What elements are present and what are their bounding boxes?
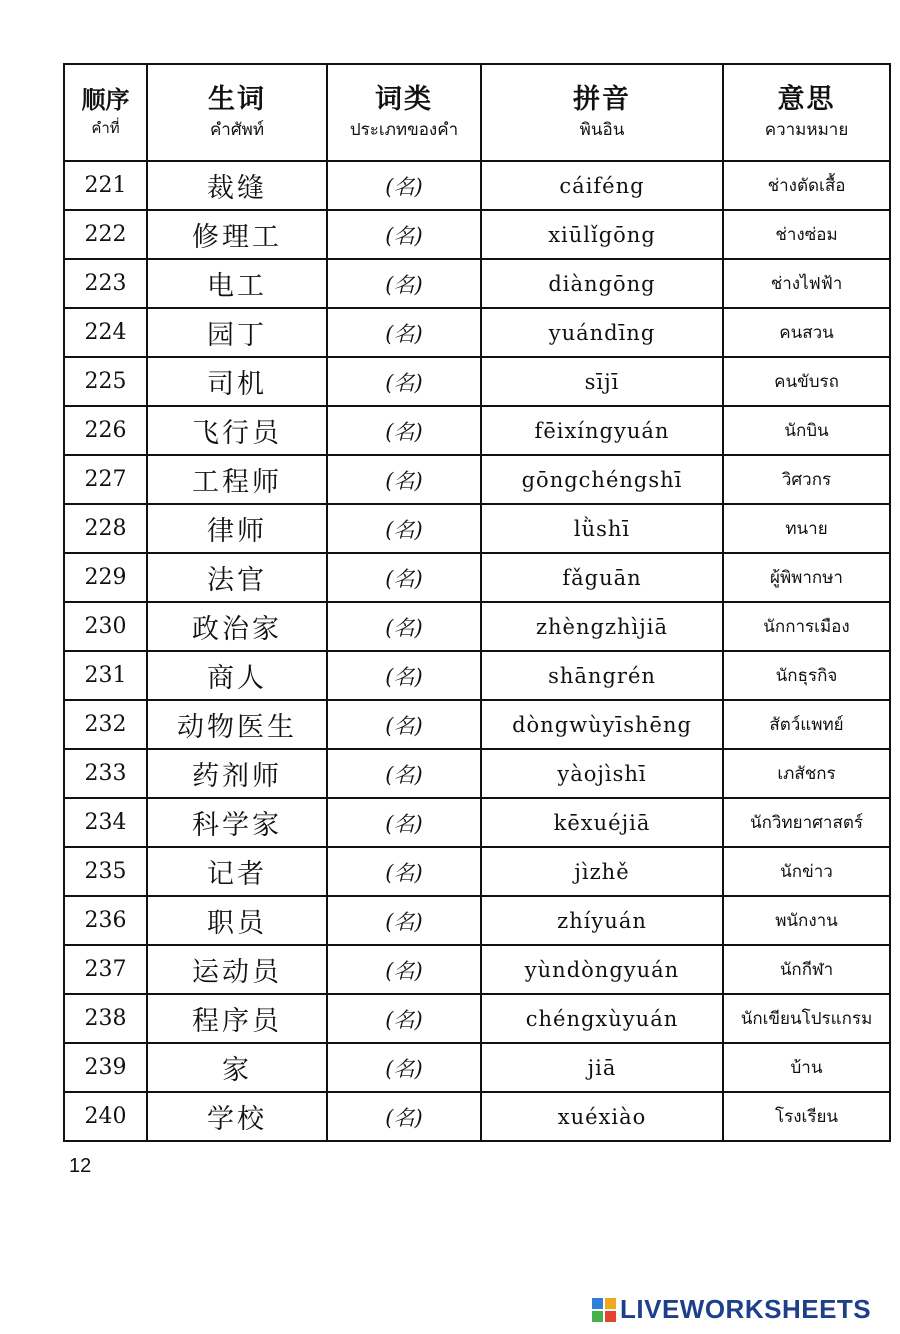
- row-meaning: โรงเรียน: [723, 1092, 890, 1141]
- row-pinyin: fǎguān: [481, 553, 723, 602]
- row-meaning: ช่างตัดเสื้อ: [723, 161, 890, 210]
- row-part-of-speech: (名): [327, 357, 481, 406]
- table-row: [64, 1092, 890, 1141]
- row-number: 238: [64, 994, 147, 1043]
- row-meaning: นักการเมือง: [723, 602, 890, 651]
- row-meaning: คนสวน: [723, 308, 890, 357]
- row-pinyin: kēxuéjiā: [481, 798, 723, 847]
- header-pos-th: ประเภทของคำ: [349, 119, 459, 140]
- row-part-of-speech: (名): [327, 896, 481, 945]
- row-meaning: ทนาย: [723, 504, 890, 553]
- row-part-of-speech: (名): [327, 602, 481, 651]
- row-word: 修理工: [147, 210, 327, 259]
- row-meaning: พนักงาน: [723, 896, 890, 945]
- row-word: 商人: [147, 651, 327, 700]
- table-row: [64, 406, 890, 455]
- row-meaning: เภสัชกร: [723, 749, 890, 798]
- logo-square-orange: [605, 1298, 616, 1309]
- row-part-of-speech: (名): [327, 1092, 481, 1141]
- row-pinyin: yùndòngyuán: [481, 945, 723, 994]
- row-word: 飞行员: [147, 406, 327, 455]
- row-pinyin: xuéxiào: [481, 1092, 723, 1141]
- logo-square-red: [605, 1311, 616, 1322]
- row-word: 法官: [147, 553, 327, 602]
- row-part-of-speech: (名): [327, 553, 481, 602]
- table-row: [64, 798, 890, 847]
- page-number: 12: [69, 1155, 92, 1177]
- row-pinyin: yàojìshī: [481, 749, 723, 798]
- row-word: 记者: [147, 847, 327, 896]
- header-pos-zh: 词类: [375, 83, 433, 115]
- table-row: [64, 1043, 890, 1092]
- row-part-of-speech: (名): [327, 504, 481, 553]
- table-row: [64, 504, 890, 553]
- brand-watermark: [592, 1294, 871, 1325]
- row-word: 裁缝: [147, 161, 327, 210]
- table-row: [64, 700, 890, 749]
- row-part-of-speech: (名): [327, 259, 481, 308]
- table-row: [64, 749, 890, 798]
- table-row: [64, 161, 890, 210]
- row-pinyin: lǜshī: [481, 504, 723, 553]
- row-part-of-speech: (名): [327, 308, 481, 357]
- row-word: 律师: [147, 504, 327, 553]
- header-meaning-zh: 意思: [777, 83, 836, 115]
- row-word: 电工: [147, 259, 327, 308]
- header-pinyin-zh: 拼音: [573, 83, 631, 115]
- row-number: 233: [64, 749, 147, 798]
- header-meaning-th: ความหมาย: [764, 119, 849, 140]
- row-number: 234: [64, 798, 147, 847]
- row-pinyin: diàngōng: [481, 259, 723, 308]
- row-number: 228: [64, 504, 147, 553]
- table-row: [64, 308, 890, 357]
- row-meaning: บ้าน: [723, 1043, 890, 1092]
- row-pinyin: zhíyuán: [481, 896, 723, 945]
- row-meaning: คนขับรถ: [723, 357, 890, 406]
- row-word: 政治家: [147, 602, 327, 651]
- row-part-of-speech: (名): [327, 1043, 481, 1092]
- row-number: 223: [64, 259, 147, 308]
- header-meaning: [723, 64, 890, 161]
- row-meaning: นักบิน: [723, 406, 890, 455]
- table-header-row: [64, 64, 890, 161]
- row-meaning: สัตว์แพทย์: [723, 700, 890, 749]
- row-number: 227: [64, 455, 147, 504]
- row-word: 家: [147, 1043, 327, 1092]
- table-row: [64, 553, 890, 602]
- row-part-of-speech: (名): [327, 700, 481, 749]
- table-row: [64, 357, 890, 406]
- row-number: 230: [64, 602, 147, 651]
- row-pinyin: chéngxùyuán: [481, 994, 723, 1043]
- row-number: 237: [64, 945, 147, 994]
- header-order-th: คำที่: [91, 118, 120, 137]
- row-meaning: นักธุรกิจ: [723, 651, 890, 700]
- table-row: [64, 602, 890, 651]
- row-number: 225: [64, 357, 147, 406]
- table-row: [64, 994, 890, 1043]
- row-number: 221: [64, 161, 147, 210]
- table-row: [64, 945, 890, 994]
- row-word: 动物医生: [147, 700, 327, 749]
- row-part-of-speech: (名): [327, 161, 481, 210]
- row-pinyin: sījī: [481, 357, 723, 406]
- brand-text: LIVEWORKSHEETS: [620, 1294, 872, 1324]
- table-row: [64, 651, 890, 700]
- header-pinyin: [481, 64, 723, 161]
- row-pinyin: zhèngzhìjiā: [481, 602, 723, 651]
- header-order: [64, 64, 147, 161]
- row-number: 236: [64, 896, 147, 945]
- row-number: 235: [64, 847, 147, 896]
- row-word: 程序员: [147, 994, 327, 1043]
- row-word: 药剂师: [147, 749, 327, 798]
- row-number: 240: [64, 1092, 147, 1141]
- row-part-of-speech: (名): [327, 455, 481, 504]
- row-meaning: นักวิทยาศาสตร์: [723, 798, 890, 847]
- row-part-of-speech: (名): [327, 847, 481, 896]
- liveworksheets-logo-icon: [592, 1298, 616, 1322]
- row-pinyin: jìzhě: [481, 847, 723, 896]
- row-meaning: นักข่าว: [723, 847, 890, 896]
- table-row: [64, 896, 890, 945]
- row-part-of-speech: (名): [327, 406, 481, 455]
- row-word: 科学家: [147, 798, 327, 847]
- row-word: 运动员: [147, 945, 327, 994]
- header-order-zh: 顺序: [81, 84, 130, 114]
- row-part-of-speech: (名): [327, 210, 481, 259]
- table-row: [64, 210, 890, 259]
- header-word: [147, 64, 327, 161]
- row-part-of-speech: (名): [327, 651, 481, 700]
- row-pinyin: yuándīng: [481, 308, 723, 357]
- row-meaning: นักกีฬา: [723, 945, 890, 994]
- row-part-of-speech: (名): [327, 994, 481, 1043]
- table-body: [64, 161, 890, 1141]
- row-number: 226: [64, 406, 147, 455]
- row-meaning: ช่างไฟฟ้า: [723, 259, 890, 308]
- row-pinyin: dòngwùyīshēng: [481, 700, 723, 749]
- row-pinyin: xiūlǐgōng: [481, 210, 723, 259]
- table-row: [64, 847, 890, 896]
- row-pinyin: jiā: [481, 1043, 723, 1092]
- row-meaning: วิศวกร: [723, 455, 890, 504]
- row-pinyin: fēixíngyuán: [481, 406, 723, 455]
- row-part-of-speech: (名): [327, 749, 481, 798]
- row-word: 职员: [147, 896, 327, 945]
- row-number: 224: [64, 308, 147, 357]
- row-number: 232: [64, 700, 147, 749]
- row-word: 司机: [147, 357, 327, 406]
- row-number: 239: [64, 1043, 147, 1092]
- header-word-th: คำศัพท์: [209, 119, 265, 140]
- logo-square-blue: [592, 1298, 603, 1309]
- table-row: [64, 455, 890, 504]
- header-word-zh: 生词: [208, 83, 266, 115]
- row-meaning: ผู้พิพากษา: [723, 553, 890, 602]
- row-word: 园丁: [147, 308, 327, 357]
- row-part-of-speech: (名): [327, 945, 481, 994]
- header-pos: [327, 64, 481, 161]
- logo-square-green: [592, 1311, 603, 1322]
- row-word: 工程师: [147, 455, 327, 504]
- row-number: 231: [64, 651, 147, 700]
- row-pinyin: cáiféng: [481, 161, 723, 210]
- row-meaning: ช่างซ่อม: [723, 210, 890, 259]
- row-pinyin: gōngchéngshī: [481, 455, 723, 504]
- table-row: [64, 259, 890, 308]
- header-pinyin-th: พินอิน: [579, 119, 625, 140]
- row-part-of-speech: (名): [327, 798, 481, 847]
- row-word: 学校: [147, 1092, 327, 1141]
- vocabulary-table: [63, 63, 891, 1142]
- row-number: 229: [64, 553, 147, 602]
- row-number: 222: [64, 210, 147, 259]
- row-meaning: นักเขียนโปรแกรม: [723, 994, 890, 1043]
- row-pinyin: shāngrén: [481, 651, 723, 700]
